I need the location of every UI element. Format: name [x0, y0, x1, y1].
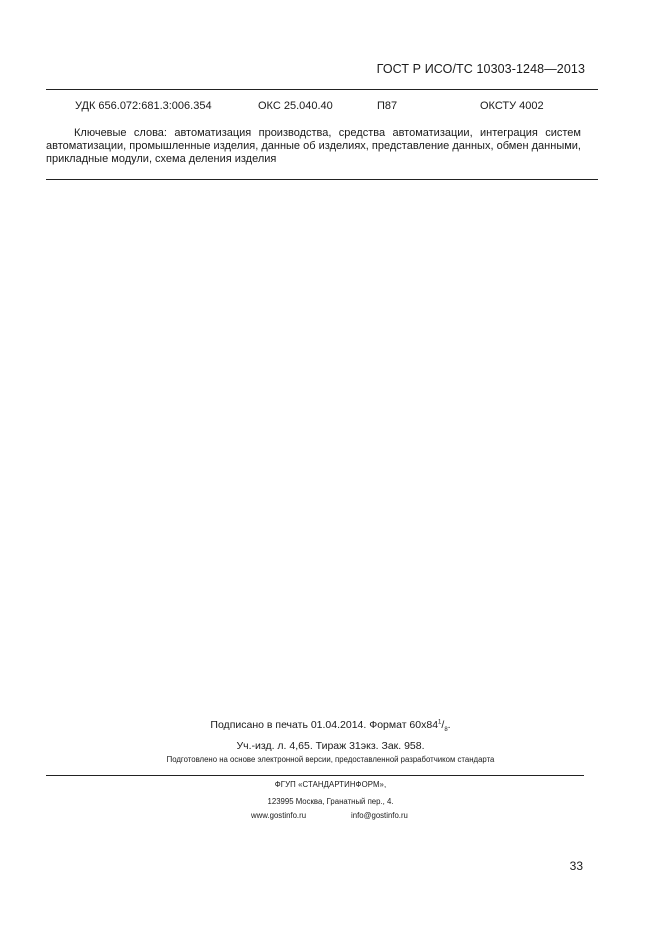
format-sub: 8 [444, 727, 448, 734]
publisher-website: www.gostinfo.ru [251, 811, 307, 820]
okstu-code: ОКСТУ 4002 [480, 100, 544, 112]
prepared-note: Подготовлено на основе электронной версии, предоставленной разработчиком стандарта [166, 755, 495, 764]
signed-text: Подписано в печать 01.04.2014. Формат 60x84 [210, 719, 439, 731]
format-suffix: . [447, 719, 451, 731]
format-sup: 1 [438, 719, 442, 726]
publisher-name: ФГУП «СТАНДАРТИНФОРМ», [274, 780, 387, 789]
print-info: Уч.-изд. л. 4,65. Тираж 31экз. Зак. 958. [236, 740, 425, 752]
page-number: 33 [569, 859, 583, 873]
signed-for-print: Подписано в печать 01.04.2014. Формат $60x84^1/_8$. [210, 719, 451, 734]
keywords-rule [46, 179, 598, 180]
keywords-paragraph: Ключевые слова: автоматизация производства, средства автоматизации, интеграция систем автоматизации, промышленные изделия, данные об изделиях, представление данных, обмен данными, прикладные модули, схема деления изделия [46, 127, 581, 165]
publisher-email: info@gostinfo.ru [351, 811, 408, 820]
header-rule [46, 89, 598, 90]
udk-code: УДК 656.072:681.3:006.354 [75, 100, 212, 112]
publisher-address: 123995 Москва, Гранатный пер., 4. [267, 797, 394, 806]
imprint-rule [46, 775, 584, 776]
group-code: П87 [377, 100, 398, 112]
standard-code-header: ГОСТ Р ИСО/ТС 10303-1248—2013 [376, 62, 585, 76]
oks-code: ОКС 25.040.40 [258, 100, 333, 112]
